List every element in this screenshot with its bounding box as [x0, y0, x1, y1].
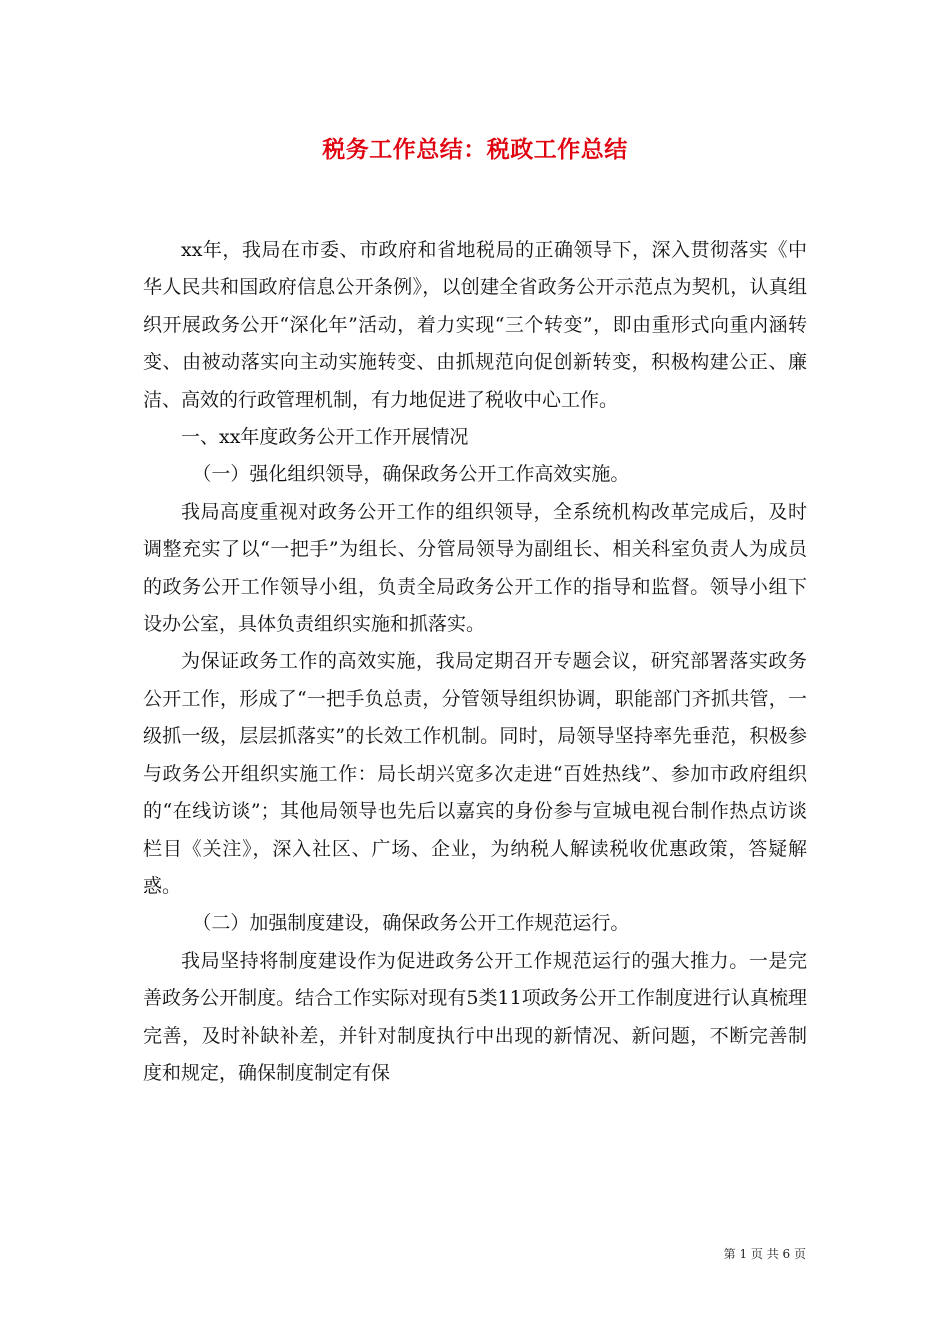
page-number: 第 1 页 共 6 页 — [723, 1247, 806, 1261]
paragraph-implementation: 为保证政务工作的高效实施，我局定期召开专题会议，研究部署落实政务公开工作，形成了“一把手负总责，分管领导组织协调，职能部门齐抓共管，一级抓一级，层层抓落实”的长效工作机制。同时，局领导坚持率先垂范，积极参与政务公开组织实施工作：局长胡兴宽多次走进“百姓热线”、参加市政府组织的“在线访谈”；其他局领导也先后以嘉宾的身份参与宣城电视台制作热点访谈栏目《关注》，深入社区、广场、企业，为纳税人解读税收优惠政策，答疑解惑。 — [143, 650, 807, 897]
paragraph-intro: xx年，我局在市委、市政府和省地税局的正确领导下，深入贯彻落实《中华人民共和国政府信息公开条例》，以创建全省政务公开示范点为契机，认真组织开展政务公开“深化年”活动，着力实现“三个转变”，即由重形式向重内涵转变、由被动落实向主动实施转变、由抓规范向促创新转变，积极构建公正、廉洁、高效的行政管理机制，有力地促进了税收中心工作。 — [143, 239, 807, 411]
paragraph-system: 我局坚持将制度建设作为促进政务公开工作规范运行的强大推力。一是完善政务公开制度。结合工作实际对现有5类11项政务公开工作制度进行认真梳理完善，及时补缺补差，并针对制度执行中出现的新情况、新问题，不断完善制度和规定，确保制度制定有保 — [143, 949, 807, 1084]
subsection-heading-1: （一）强化组织领导，确保政务公开工作高效实施。 — [192, 463, 630, 486]
document-title: 税务工作总结：税政工作总结 — [322, 136, 628, 163]
paragraph-organization: 我局高度重视对政务公开工作的组织领导，全系统机构改革完成后，及时调整充实了以“一把手”为组长、分管局领导为副组长、相关科室负责人为成员的政务公开工作领导小组，负责全局政务公开工作的指导和监督。领导小组下设办公室，具体负责组织实施和抓落实。 — [143, 500, 807, 636]
document-body — [143, 232, 807, 1092]
section-heading: 一、xx年度政务公开工作开展情况 — [181, 426, 469, 449]
subsection-heading-2: （二）加强制度建设，确保政务公开工作规范运行。 — [192, 912, 630, 935]
